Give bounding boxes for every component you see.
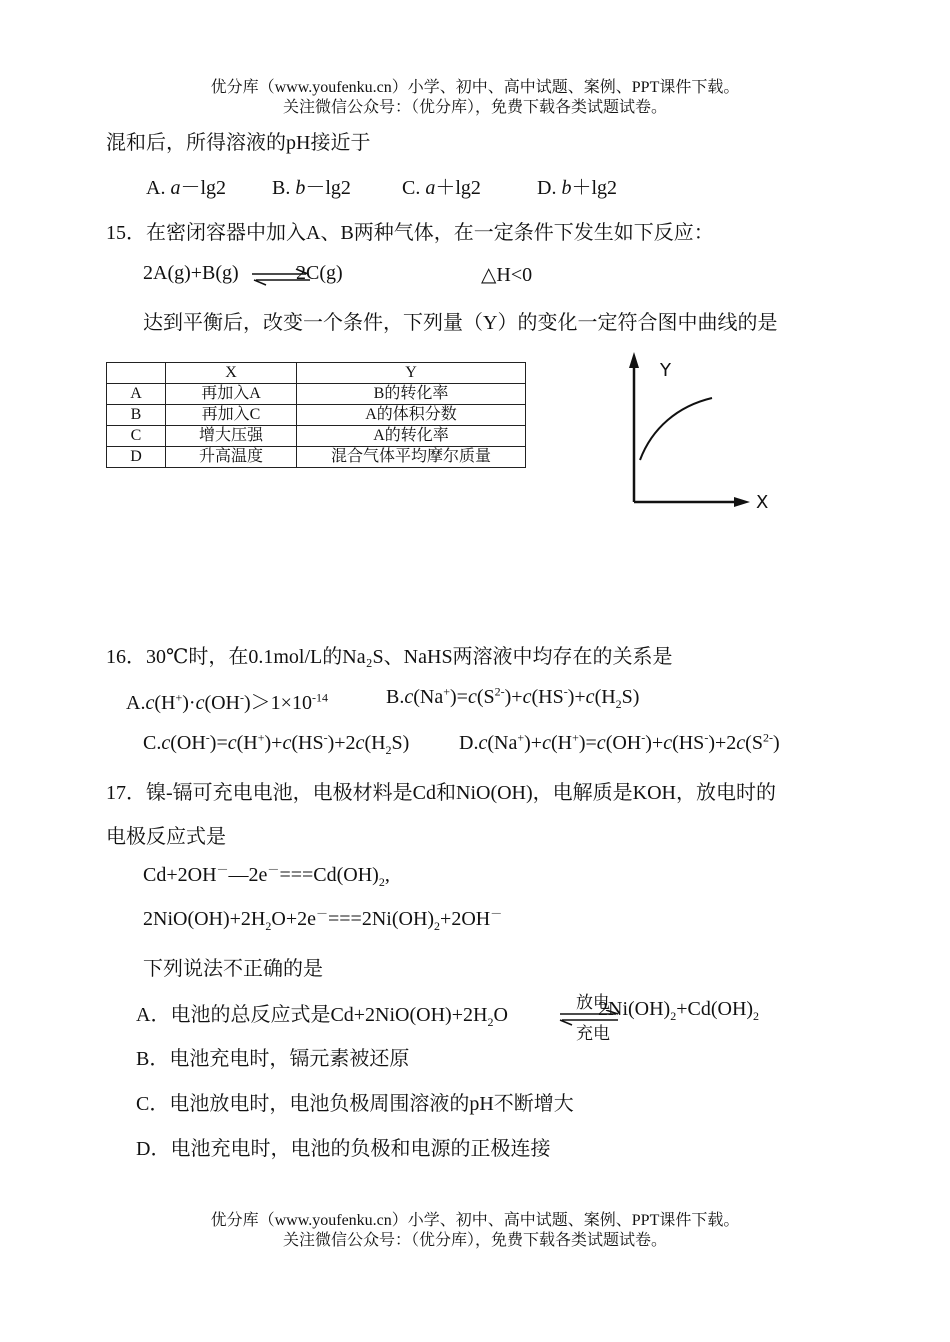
- graph-x-label: X: [756, 492, 769, 513]
- table-row: [107, 426, 526, 447]
- footer-line-1: 优分库（www.youfenku.cn）小学、初中、高中试题、案例、PPT课件下载。: [210, 1212, 740, 1229]
- y-axis-arrow-icon: [629, 352, 639, 368]
- arrow-label-charge: 充电: [576, 1024, 610, 1043]
- graph-y-label: Y: [660, 360, 671, 381]
- q15-options-table: [106, 362, 526, 468]
- q16-stem: 16．30℃时，在0.1mol/L的Na₂S、NaHS两溶液中均存在的关系是: [106, 646, 673, 668]
- q16-option-c: $C.c(OH^-)=c(H^+)+c(HS^-)+2c(H_2S)$: [143, 730, 410, 757]
- graph-curve: [640, 398, 712, 460]
- table-cell: D: [107, 447, 166, 468]
- q14-option-d: D. b＋lg2: [537, 177, 618, 199]
- arrow-label-discharge: 放电: [576, 993, 610, 1012]
- table-cell: A的体积分数: [297, 405, 526, 426]
- table-cell: A的转化率: [297, 426, 526, 447]
- q17-option-b: B．电池充电时，镉元素被还原: [136, 1048, 410, 1070]
- q17-option-a: A．电池的总反应式是$Cd+2NiO(OH)+2H_2O$: [136, 1004, 508, 1029]
- x-axis-arrow-icon: [734, 497, 750, 507]
- q15-equation-right: 2C(g): [296, 262, 343, 284]
- q17-option-d: D．电池充电时，电池的负极和电源的正极连接: [136, 1138, 551, 1160]
- q16-option-a: $A.c(H^+)\cdot c(OH^-)>1\times 10^{-14}$: [126, 690, 328, 714]
- table-header-cell: X: [166, 363, 297, 384]
- q14-option-c: C. a＋lg2: [402, 177, 481, 199]
- header-line-2: 关注微信公众号：（优分库），免费下载各类试题试卷。: [282, 99, 667, 116]
- page-footer: [0, 1211, 950, 1251]
- q17-option-a-products: $2Ni(OH)_2+Cd(OH)_2$: [598, 998, 760, 1023]
- q17-option-c: C．电池放电时，电池负极周围溶液的pH不断增大: [136, 1093, 574, 1115]
- q16-option-d: $D.c(Na^+)+c(H^+)=c(OH^-)+c(HS^-)+2c(S^{2-})$: [459, 730, 780, 754]
- table-header-cell: [107, 363, 166, 384]
- table-cell: 增大压强: [166, 426, 297, 447]
- table-cell: 再加入C: [166, 405, 297, 426]
- q15-delta-h: △H<0: [481, 264, 533, 286]
- table-cell: A: [107, 384, 166, 405]
- table-row: [107, 405, 526, 426]
- table-cell: 升高温度: [166, 447, 297, 468]
- footer-line-2: 关注微信公众号：（优分库），免费下载各类试题试卷。: [282, 1232, 667, 1249]
- q17-stem-line-1: 17．镍-镉可充电电池，电极材料是Cd和NiO(OH)，电解质是KOH，放电时的: [106, 782, 776, 804]
- q16-option-b: $B.c(Na^+)=c(S^{2-})+c(HS^-)+c(H_2S)$: [386, 684, 640, 711]
- q15-graph: [620, 348, 780, 518]
- q17-reaction-1: $Cd+2OH^-—2e^-===Cd(OH)_2$,: [143, 862, 390, 889]
- table-cell: B的转化率: [297, 384, 526, 405]
- q14-option-a: A. a－lg2: [146, 177, 227, 199]
- table-cell: 再加入A: [166, 384, 297, 405]
- q17-question: 下列说法不正确的是: [143, 958, 323, 980]
- page-header: [0, 78, 950, 118]
- table-row: [107, 384, 526, 405]
- q15-stem: 15．在密闭容器中加入A、B两种气体，在一定条件下发生如下反应：: [106, 222, 714, 244]
- q14-text: 混和后，所得溶液的pH接近于: [106, 132, 371, 154]
- q15-question: 达到平衡后，改变一个条件，下列量（Y）的变化一定符合图中曲线的是: [143, 312, 778, 334]
- q15-equation-left: 2A(g)+B(g): [143, 262, 239, 284]
- table-row: [107, 447, 526, 468]
- table-cell: C: [107, 426, 166, 447]
- table-header-cell: Y: [297, 363, 526, 384]
- table-cell: 混合气体平均摩尔质量: [297, 447, 526, 468]
- q14-option-b: B. b－lg2: [272, 177, 351, 199]
- q17-stem-line-2: 电极反应式是: [106, 826, 226, 848]
- q17-reaction-2: $2NiO(OH)+2H_2O+2e^-===2Ni(OH)_2+2OH^-$: [143, 906, 503, 933]
- header-line-1: 优分库（www.youfenku.cn）小学、初中、高中试题、案例、PPT课件下载。: [210, 79, 740, 96]
- table-cell: B: [107, 405, 166, 426]
- table-header-row: [107, 363, 526, 384]
